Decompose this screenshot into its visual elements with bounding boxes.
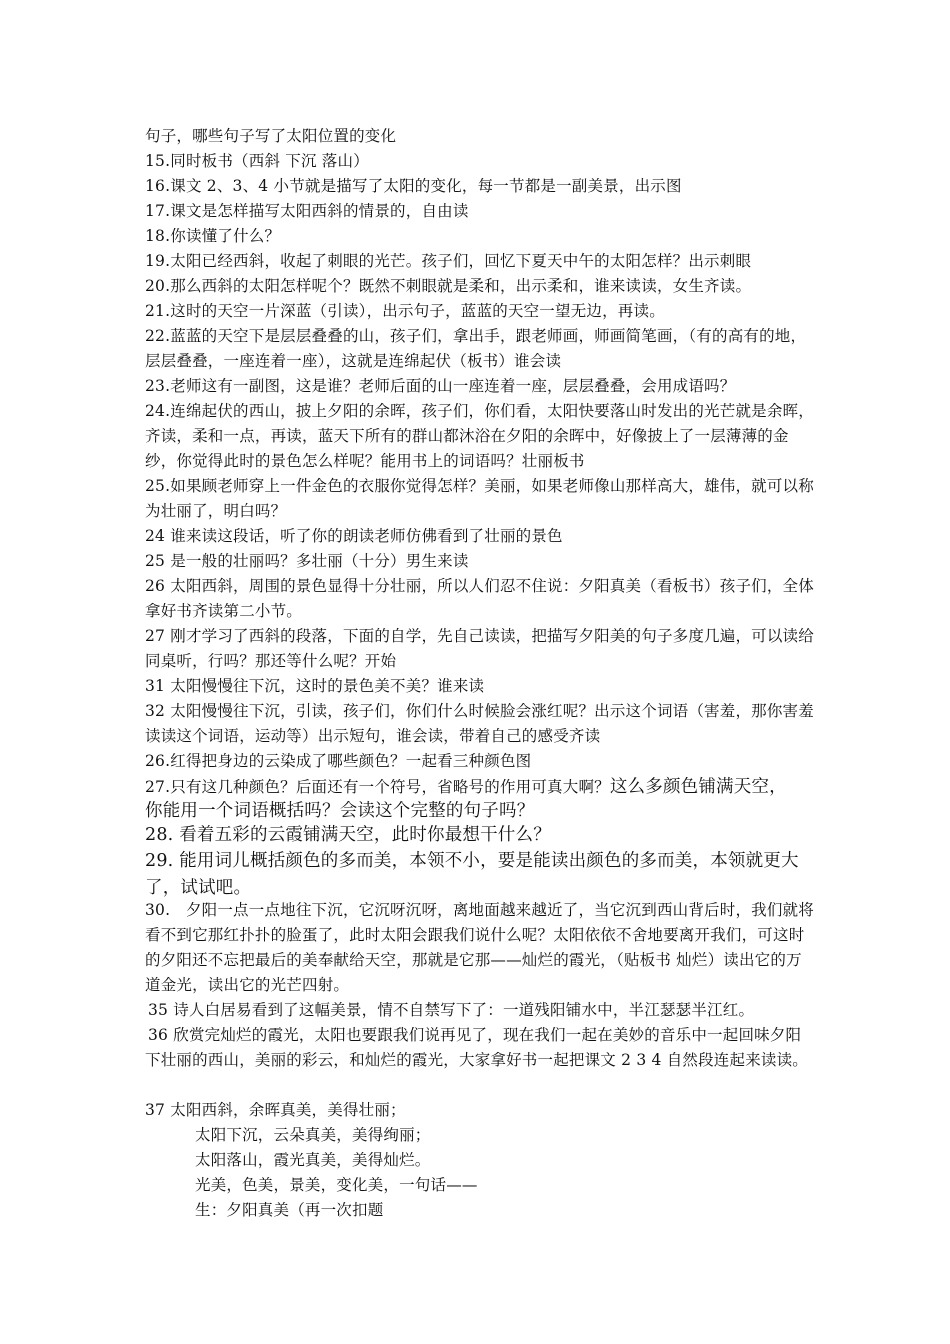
text-paragraph: 29. 能用词儿概括颜色的多而美，本领不小，要是能读出颜色的多而美，本领就更大了，试试吧。 <box>145 851 799 898</box>
text-line: 太阳落山，霞光真美，美得灿烂。 <box>195 1151 431 1169</box>
text-line: 31 太阳慢慢往下沉，这时的景色美不美？谁来读 <box>145 677 485 695</box>
text-line: 19.太阳已经西斜，收起了刺眼的光芒。孩子们，回忆下夏天中午的太阳怎样？出示刺眼 <box>145 252 752 270</box>
text-line: 句子，哪些句子写了太阳位置的变化 <box>145 127 397 145</box>
text-line: 35 诗人白居易看到了这幅美景，情不自禁写下了：一道残阳铺水中，半江瑟瑟半江红。 <box>148 1001 755 1019</box>
text-paragraph: 26 太阳西斜，周围的景色显得十分壮丽，所以人们忍不住说：夕阳真美（看板书）孩子们，全体拿好书齐读第二小节。 <box>145 577 814 620</box>
text-line: 21.这时的天空一片深蓝（引读），出示句子，蓝蓝的天空一望无边，再读。 <box>145 302 665 320</box>
text-line: 24 谁来读这段话，听了你的朗读老师仿佛看到了壮丽的景色 <box>145 527 563 545</box>
text-paragraph: 24.连绵起伏的西山，披上夕阳的余晖，孩子们，你们看，太阳快要落山时发出的光芒就是余晖，齐读，柔和一点，再读，蓝天下所有的群山都沐浴在夕阳的余晖中，好像披上了一层薄薄的金纱，你觉得此时的景色怎么样呢？能用书上的词语吗？壮丽板书 <box>145 402 814 470</box>
text-paragraph: 36 欣赏完灿烂的霞光，太阳也要跟我们说再见了，现在我们一起在美妙的音乐中一起回味夕阳下壮丽的西山，美丽的彩云，和灿烂的霞光，大家拿好书一起把课文 2 3 4 自然段连起来读读。 <box>145 1026 808 1069</box>
text-paragraph: 22.蓝蓝的天空下是层层叠叠的山，孩子们，拿出手，跟老师画，师画简笔画，（有的高有的地，层层叠叠，一座连着一座），这就是连绵起伏（板书）谁会读 <box>145 327 807 370</box>
text-span: 这么多颜色铺满天空， <box>609 777 787 797</box>
text-paragraph: 32 太阳慢慢往下沉，引读，孩子们，你们什么时候脸会涨红呢？出示这个词语（害羞，那你害羞读读这个词语，运动等）出示短句，谁会读，带着自己的感受齐读 <box>145 702 814 745</box>
text-line: 光美，色美，景美，变化美，一句话—— <box>195 1176 478 1194</box>
text-line: 17.课文是怎样描写太阳西斜的情景的，自由读 <box>145 202 469 220</box>
text-paragraph: 27 刚才学习了西斜的段落，下面的自学，先自己读读，把描写夕阳美的句子多度几遍，可以读给同桌听，行吗？那还等什么呢？开始 <box>145 627 814 670</box>
text-line: 28. 看着五彩的云霞铺满天空，此时你最想干什么？ <box>145 825 551 845</box>
text-line: 20.那么西斜的太阳怎样呢个？既然不刺眼就是柔和，出示柔和，谁来读读，女生齐读。 <box>145 277 752 295</box>
text-line: 15.同时板书（西斜 下沉 落山） <box>145 152 369 170</box>
text-line: 37 太阳西斜，余晖真美，美得壮丽； <box>145 1101 406 1119</box>
text-line: 生：夕阳真美（再一次扣题 <box>195 1201 384 1219</box>
text-line: 18.你读懂了什么？ <box>145 227 281 245</box>
text-paragraph: 25.如果顾老师穿上一件金色的衣服你觉得怎样？美丽，如果老师像山那样高大，雄伟，就可以称为壮丽了，明白吗？ <box>145 477 814 520</box>
text-paragraph: 30. 夕阳一点一点地往下沉，它沉呀沉呀，离地面越来越近了，当它沉到西山背后时，我们就将看不到它那红扑扑的脸蛋了，此时太阳会跟我们说什么呢？太阳依依不舍地要离开我们，可这时的夕阳还不忘把最后的美奉献给天空，那就是它那——灿烂的霞光，（贴板书 灿烂）读出它的万道金光，读出它的光芒四射。 <box>145 901 814 994</box>
text-line: 25 是一般的壮丽吗？多壮丽（十分）男生来读 <box>145 552 469 570</box>
text-span: 27.只有这几种颜色？后面还有一个符号，省略号的作用可真大啊？ <box>145 778 610 796</box>
text-line: 太阳下沉，云朵真美，美得绚丽； <box>195 1126 431 1144</box>
text-line: 23.老师这有一副图，这是谁？老师后面的山一座连着一座，层层叠叠，会用成语吗？ <box>145 377 736 395</box>
text-line: 26.红得把身边的云染成了哪些颜色？一起看三种颜色图 <box>145 752 532 770</box>
text-line: 16.课文 2、3、4 小节就是描写了太阳的变化，每一节都是一副美景，出示图 <box>145 177 682 195</box>
text-paragraph <box>145 774 815 801</box>
text-line: 你能用一个词语概括吗？会读这个完整的句子吗？ <box>145 801 535 821</box>
